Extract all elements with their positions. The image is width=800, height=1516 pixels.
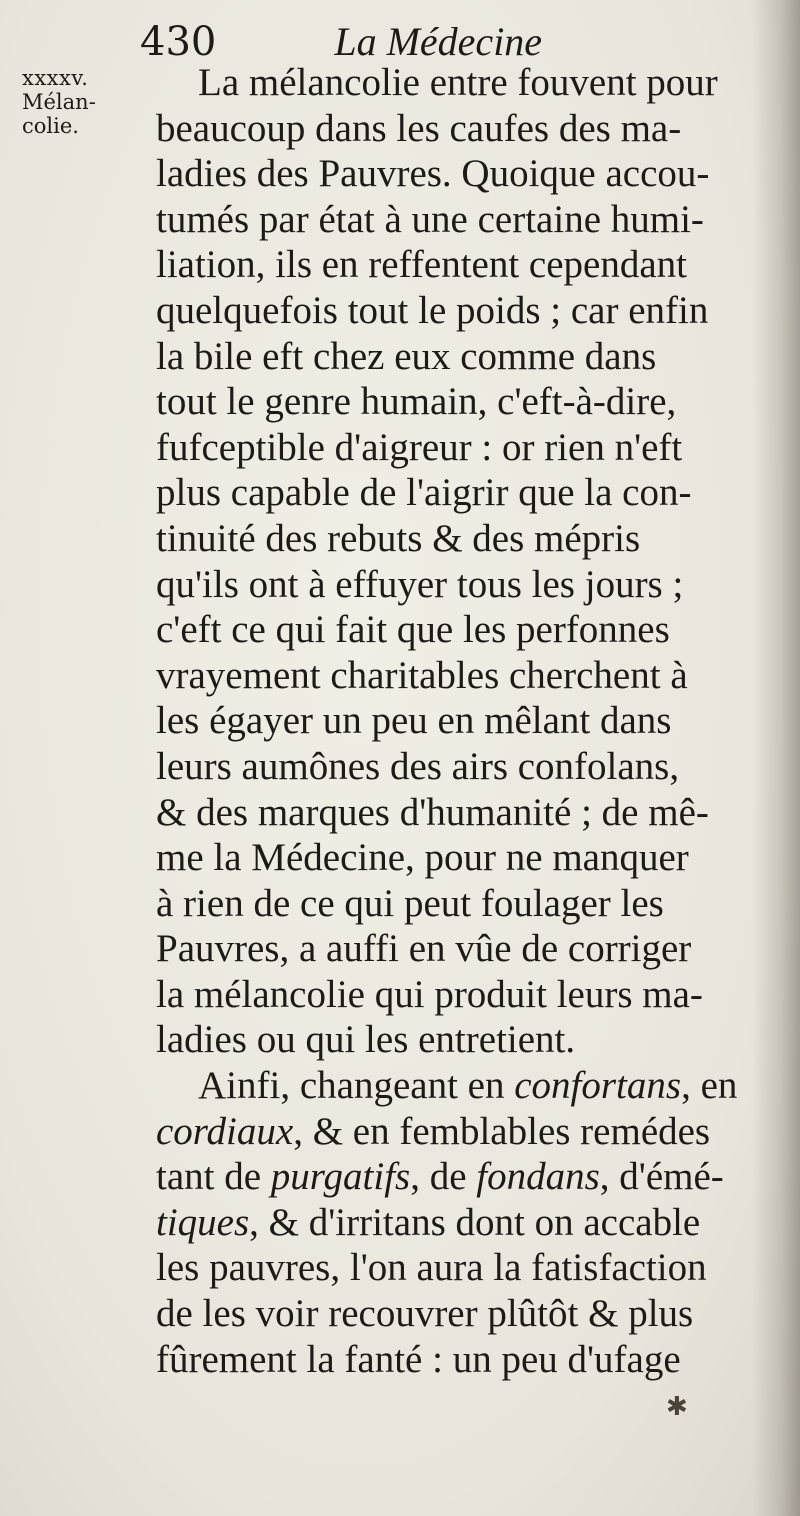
text-line: quelquefois tout le poids ; car enfin: [156, 288, 709, 332]
text-line: de les voir recouvrer plûtôt & plus: [156, 1292, 694, 1336]
text-line: Pauvres, a auffi en vûe de corriger: [156, 927, 692, 971]
margin-topic-line-1: Mélan-: [22, 90, 96, 114]
text-line: tout le genre humain, c'eft-à-dire,: [156, 380, 677, 424]
section-number: xxxxv.: [22, 66, 89, 90]
text-line: ladies ou qui les entretient.: [156, 1018, 576, 1062]
text-line: c'eft ce qui fait que les perfonnes: [156, 608, 670, 652]
text-line: beaucoup dans les caufes des ma-: [156, 106, 682, 150]
text-line: les pauvres, l'on aura la fatisfaction: [156, 1246, 707, 1290]
italic-term: purgatifs: [270, 1155, 411, 1199]
text-line: tumés par état à une certaine humi-: [156, 197, 704, 241]
text-line: tinuité des rebuts & des mépris: [156, 516, 641, 560]
text-line: me la Médecine, pour ne manquer: [156, 836, 689, 880]
text-line: fufceptible d'aigreur : or rien n'eft: [156, 425, 683, 469]
margin-note: [22, 66, 112, 138]
text-run: , & en femblables remédes: [293, 1109, 711, 1153]
margin-topic-line-2: colie.: [22, 114, 79, 138]
text-line: la mélancolie qui produit leurs ma-: [156, 972, 703, 1016]
text-line: liation, ils en reffentent cependant: [156, 243, 687, 287]
text-line: La mélancolie entre fouvent pour: [198, 61, 718, 104]
page-number: 430: [140, 19, 217, 65]
text-run: , d'émé-: [599, 1155, 724, 1199]
italic-term: confortans: [514, 1064, 682, 1108]
italic-term: fondans: [476, 1155, 600, 1199]
text-line: [156, 1200, 766, 1246]
text-line: qu'ils ont à effuyer tous les jours ;: [156, 562, 684, 606]
text-line: les égayer un peu en mêlant dans: [156, 699, 672, 743]
italic-term: cordiaux: [156, 1109, 294, 1153]
text-run: , & d'irritans dont on accable: [249, 1200, 701, 1244]
text-line: plus capable de l'aigrir que la con-: [156, 471, 692, 515]
text-line: à rien de ce qui peut foulager les: [156, 881, 664, 925]
text-line: ladies des Pauvres. Quoique accou-: [156, 152, 710, 196]
text-line: & des marques d'humanité ; de mê-: [156, 790, 709, 834]
text-line: leurs aumônes des airs confolans,: [156, 744, 680, 788]
text-run: , en: [681, 1064, 738, 1108]
text-run: Ainfi, changeant en: [198, 1064, 515, 1108]
text-line: [156, 1154, 766, 1200]
page-header: [140, 18, 542, 66]
text-run: tant de: [156, 1155, 271, 1199]
text-line: la bile eft chez eux comme dans: [156, 334, 657, 378]
text-line-paragraph-start: [156, 1063, 766, 1109]
printer-ornament: ✱: [666, 1392, 688, 1422]
text-line: fûrement la fanté : un peu d'ufage: [156, 1337, 681, 1381]
text-run: , de: [410, 1155, 477, 1199]
running-title: La Médecine: [334, 19, 543, 64]
text-line: vrayement charitables cherchent à: [156, 653, 688, 697]
body-text: [156, 60, 766, 1382]
italic-term: tiques: [156, 1200, 250, 1244]
text-line: [156, 1109, 766, 1155]
